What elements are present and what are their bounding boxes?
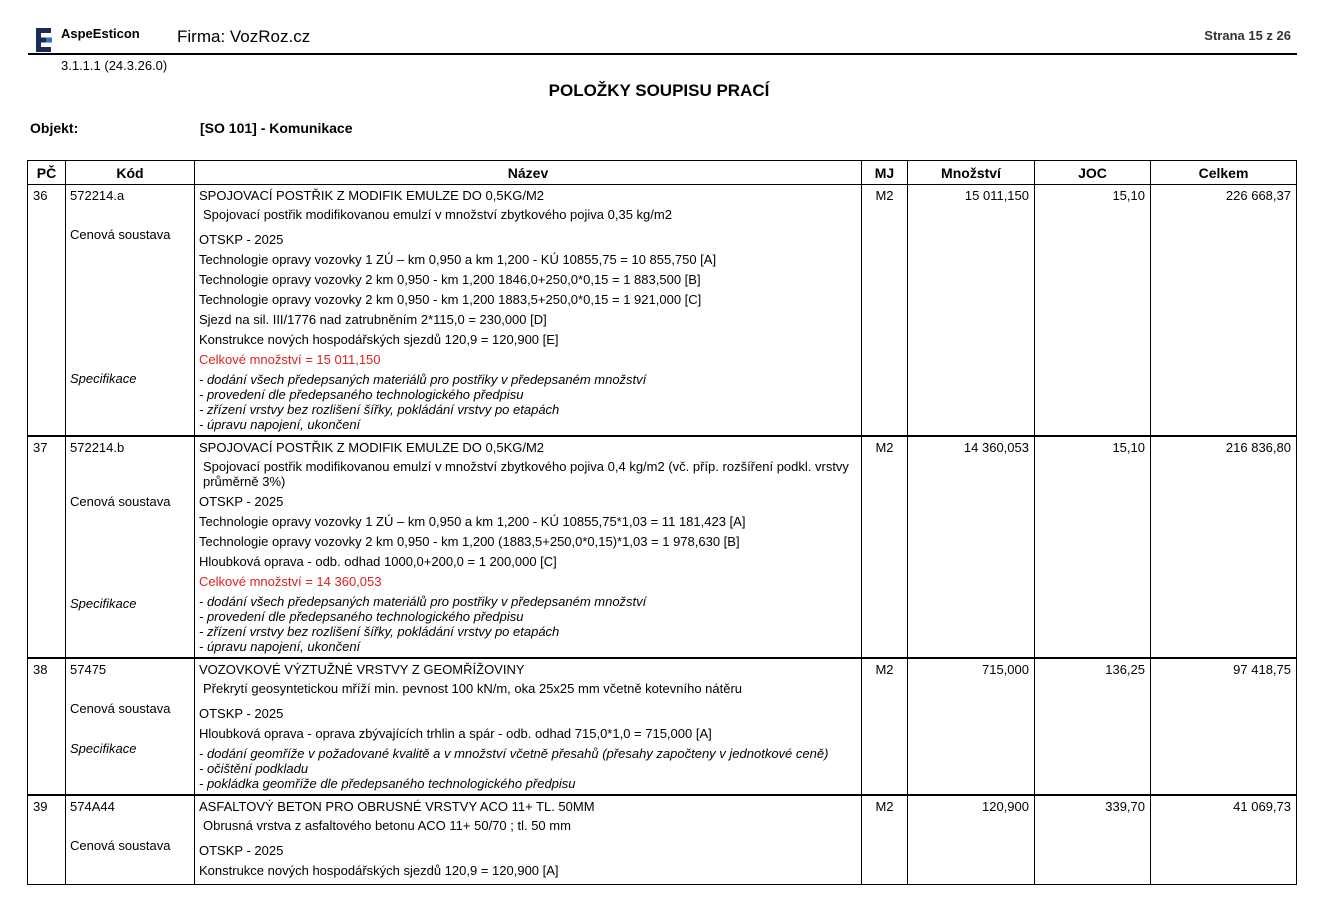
item-joc: 136,25: [1035, 658, 1151, 795]
item-specifikace: [199, 592, 857, 654]
item-kod-cell: [66, 658, 195, 795]
item-joc: 15,10: [1035, 436, 1151, 658]
specifikace-label: Specifikace: [70, 741, 137, 756]
item-popis: Překrytí geosyntetickou mříží min. pevnost 100 kN/m, oka 25x25 mm včetně kotevního nátěru: [203, 681, 743, 696]
item-vypocet: Konstrukce nových hospodářských sjezdů 120,9 = 120,900 [E]: [199, 332, 559, 347]
cenova-soustava-label: Cenová soustava: [70, 494, 171, 509]
item-joc: 15,10: [1035, 185, 1151, 437]
item-vypocet: Hloubková oprava - oprava zbývajících trhlin a spár - odb. odhad 715,0*1,0 = 715,000 [A]: [199, 726, 712, 741]
item-specifikace: [199, 370, 857, 432]
item-mnozstvi: 715,000: [908, 658, 1035, 795]
item-mnozstvi: 14 360,053: [908, 436, 1035, 658]
item-pc: 37: [28, 436, 66, 658]
item-kod-cell: [66, 436, 195, 658]
item-popis: Obrusná vrstva z asfaltového betonu ACO 11+ 50/70 ; tl. 50 mm: [203, 818, 571, 833]
table-row: [28, 795, 1297, 885]
item-celkove-mnozstvi: Celkové množství = 14 360,053: [199, 574, 382, 589]
item-mj: M2: [862, 795, 908, 885]
item-kod: 574A44: [70, 799, 115, 814]
table-row: [28, 658, 1297, 795]
col-header-joc: JOC: [1035, 161, 1151, 185]
item-celkem: 216 836,80: [1151, 436, 1297, 658]
item-pc: 39: [28, 795, 66, 885]
header-divider: [28, 53, 1297, 55]
spec-line: - zřízení vrstvy bez rozlišení šířky, pokládání vrstvy po etapách: [199, 624, 560, 639]
item-mj: M2: [862, 658, 908, 795]
item-pc: 38: [28, 658, 66, 795]
spec-line: - dodání všech předepsaných materiálů pro postřiky v předepsaném množství: [199, 594, 647, 609]
col-header-pc: PČ: [28, 161, 66, 185]
spec-line: - provedení dle předepsaného technologického předpisu: [199, 387, 524, 402]
aspe-esticon-logo: [34, 27, 54, 53]
item-nazev-cell: [195, 436, 862, 658]
item-nazev: VOZOVKOVÉ VÝZTUŽNÉ VRSTVY Z GEOMŘÍŽOVINY: [199, 662, 525, 677]
col-header-mj: MJ: [862, 161, 908, 185]
item-kod: 572214.a: [70, 188, 125, 203]
item-nazev-cell: [195, 795, 862, 885]
item-kod-cell: [66, 185, 195, 437]
item-pc: 36: [28, 185, 66, 437]
specifikace-label: Specifikace: [70, 596, 137, 611]
item-mnozstvi: 120,900: [908, 795, 1035, 885]
page-number: Strana 15 z 26: [1204, 28, 1291, 43]
object-value: [SO 101] - Komunikace: [200, 120, 353, 136]
brand-name: AspeEsticon: [61, 26, 140, 41]
item-cenova-soustava: OTSKP - 2025: [199, 843, 284, 858]
item-vypocet: Technologie opravy vozovky 2 km 0,950 - km 1,200 1883,5+250,0*0,15 = 1 921,000 [C]: [199, 292, 702, 307]
object-label: Objekt:: [30, 120, 79, 136]
spec-line: - očištění podkladu: [199, 761, 309, 776]
item-popis: Spojovací postřik modifikovanou emulzí v množství zbytkového pojiva 0,4 kg/m2 (vč. příp. rozšíření podkl. vrstvy průměrně 3%): [203, 459, 849, 489]
spec-line: - provedení dle předepsaného technologického předpisu: [199, 609, 524, 624]
item-mnozstvi: 15 011,150: [908, 185, 1035, 437]
item-specifikace: [199, 744, 857, 791]
item-kod: 57475: [70, 662, 107, 677]
spec-line: - zřízení vrstvy bez rozlišení šířky, pokládání vrstvy po etapách: [199, 402, 560, 417]
item-mj: M2: [862, 185, 908, 437]
item-vypocet: Technologie opravy vozovky 2 km 0,950 - km 1,200 1846,0+250,0*0,15 = 1 883,500 [B]: [199, 272, 701, 287]
item-popis: Spojovací postřik modifikovanou emulzí v množství zbytkového pojiva 0,35 kg/m2: [203, 207, 672, 222]
spec-line: - dodání geomříže v požadované kvalitě a v množství včetně přesahů (přesahy započteny v jednotkové ceně): [199, 746, 829, 761]
item-vypocet: Technologie opravy vozovky 1 ZÚ – km 0,950 a km 1,200 - KÚ 10855,75*1,03 = 11 181,423 [A]: [199, 514, 746, 529]
item-vypocet: Konstrukce nových hospodářských sjezdů 120,9 = 120,900 [A]: [199, 863, 559, 878]
company-name: Firma: VozRoz.cz: [177, 27, 311, 46]
spec-line: - dodání všech předepsaných materiálů pro postřiky v předepsaném množství: [199, 372, 647, 387]
cenova-soustava-label: Cenová soustava: [70, 701, 171, 716]
col-header-mnozstvi: Množství: [908, 161, 1035, 185]
version-label: 3.1.1.1 (24.3.26.0): [61, 58, 168, 73]
item-nazev-cell: [195, 658, 862, 795]
item-nazev: SPOJOVACÍ POSTŘIK Z MODIFIK EMULZE DO 0,5KG/M2: [199, 440, 545, 455]
page-title: POLOŽKY SOUPISU PRACÍ: [548, 81, 770, 100]
cenova-soustava-label: Cenová soustava: [70, 227, 171, 242]
item-kod: 572214.b: [70, 440, 125, 455]
item-vypocet: Technologie opravy vozovky 1 ZÚ – km 0,950 a km 1,200 - KÚ 10855,75 = 10 855,750 [A]: [199, 252, 717, 267]
col-header-kod: Kód: [66, 161, 195, 185]
item-vypocet: Sjezd na sil. III/1776 nad zatrubněním 2*115,0 = 230,000 [D]: [199, 312, 547, 327]
item-nazev: ASFALTOVÝ BETON PRO OBRUSNÉ VRSTVY ACO 11+ TL. 50MM: [199, 799, 595, 814]
item-celkove-mnozstvi: Celkové množství = 15 011,150: [199, 352, 381, 367]
col-header-celkem: Celkem: [1151, 161, 1297, 185]
item-vypocet: Hloubková oprava - odb. odhad 1000,0+200,0 = 1 200,000 [C]: [199, 554, 557, 569]
items-table: [27, 160, 1297, 885]
table-header-row: [28, 161, 1297, 185]
spec-line: - pokládka geomříže dle předepsaného technologického předpisu: [199, 776, 576, 791]
col-header-nazev: Název: [195, 161, 862, 185]
table-row: [28, 185, 1297, 437]
item-nazev-cell: [195, 185, 862, 437]
item-kod-cell: [66, 795, 195, 885]
item-cenova-soustava: OTSKP - 2025: [199, 232, 284, 247]
item-nazev: SPOJOVACÍ POSTŘIK Z MODIFIK EMULZE DO 0,5KG/M2: [199, 188, 545, 203]
item-celkem: 226 668,37: [1151, 185, 1297, 437]
item-celkem: 41 069,73: [1151, 795, 1297, 885]
spec-line: - úpravu napojení, ukončení: [199, 639, 361, 654]
item-cenova-soustava: OTSKP - 2025: [199, 494, 284, 509]
table-row: [28, 436, 1297, 658]
item-celkem: 97 418,75: [1151, 658, 1297, 795]
item-mj: M2: [862, 436, 908, 658]
item-joc: 339,70: [1035, 795, 1151, 885]
specifikace-label: Specifikace: [70, 371, 137, 386]
cenova-soustava-label: Cenová soustava: [70, 838, 171, 853]
item-cenova-soustava: OTSKP - 2025: [199, 706, 284, 721]
spec-line: - úpravu napojení, ukončení: [199, 417, 361, 432]
item-vypocet: Technologie opravy vozovky 2 km 0,950 - km 1,200 (1883,5+250,0*0,15)*1,03 = 1 978,630 [B]: [199, 534, 740, 549]
